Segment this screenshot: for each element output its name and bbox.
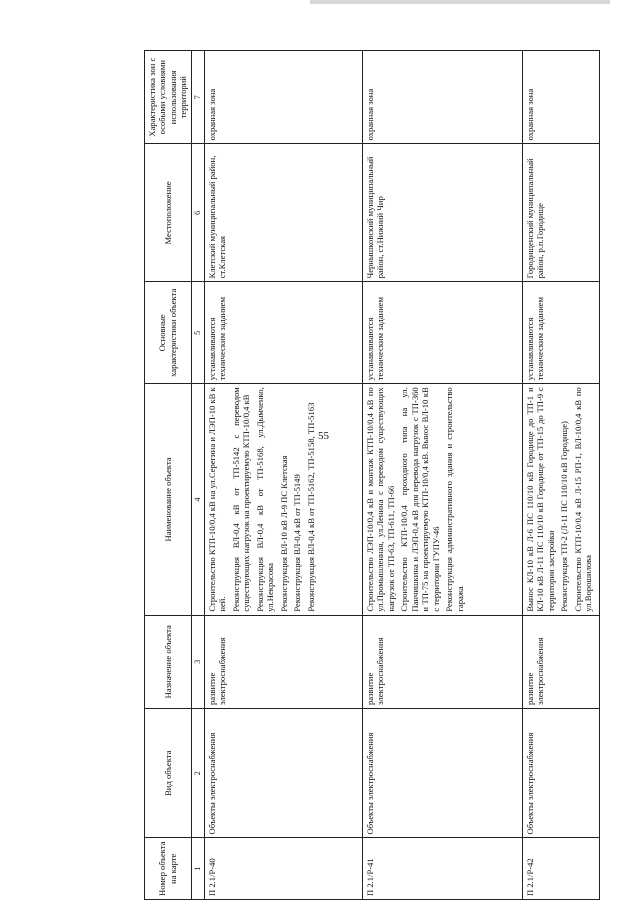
header-object-characteristics: Основные характеристики объекта	[145, 282, 192, 384]
row-names	[522, 384, 599, 615]
row-characteristics: устанавливаются техническим заданием	[362, 282, 522, 384]
row-characteristics: устанавливаются техническим заданием	[204, 282, 362, 384]
row-kind: Объекты электроснабжения	[522, 708, 599, 837]
row-characteristics: устанавливаются техническим заданием	[522, 282, 599, 384]
name-entry: Строительство КТП-10/0,4 кВ на ул.Серегина и ЛЭП-10 кВ к ней.	[206, 387, 228, 612]
name-entry: Строительство КТП-10/0,4 кВ Л-15 РП-1, ВЛ-10/0,4 кВ по ул.Ворошилова	[572, 387, 594, 612]
objects-table	[144, 50, 600, 900]
column-number: 4	[191, 384, 204, 615]
header-object-name: Наименование объекта	[145, 384, 192, 615]
name-entry: Реконструкция ВЛ-10 кВ Л-9 ПС Клетская	[278, 455, 289, 612]
row-zone: охранная зона	[522, 51, 599, 144]
row-zone: охранная зона	[362, 51, 522, 144]
header-object-number: Номер объекта на карте	[145, 838, 192, 900]
row-location: Городищенский муниципальный район, р.п.Городище	[522, 144, 599, 282]
row-purpose: развитие электроснабжения	[362, 615, 522, 708]
row-names	[362, 384, 522, 615]
header-zone-characteristics: Характеристика зон с особыми условиями использования территорий	[145, 51, 192, 144]
column-number: 6	[191, 144, 204, 282]
name-entry: Реконструкция административного здания и строительство гаража	[444, 387, 465, 612]
column-number: 7	[191, 51, 204, 144]
row-zone: охранная зона	[204, 51, 362, 144]
row-location: Чернышковский муниципальный район, ст.Нижний Чир	[362, 144, 522, 282]
header-object-purpose: Назначение объекта	[145, 615, 192, 708]
row-purpose: развитие электроснабжения	[204, 615, 362, 708]
page-number: 55	[318, 430, 329, 442]
name-entry: Реконструкция ТП-2 (Л-11 ПС 110/10 кВ Городище)	[559, 421, 570, 612]
rotated-table-frame	[144, 50, 636, 900]
table-header-row	[145, 51, 192, 900]
header-location: Местоположение	[145, 144, 192, 282]
name-entry: Вынос КЛ-10 кВ Л-6 ПС 110/10 кВ Городище до ТП-1 и КЛ-10 кВ Л-11 ПС 110/10 кВ Городище от ТП-15 до ТП-9 с территории застройки	[524, 387, 556, 612]
column-number: 3	[191, 615, 204, 708]
column-number: 2	[191, 708, 204, 837]
table-row	[522, 51, 599, 900]
row-purpose: развитие электроснабжения	[522, 615, 599, 708]
name-entry: Строительство ЛЭП-10/0,4 кВ и монтаж КТП-10/0,4 кВ по ул.Промышленная, ул.Ленина с переводом существующих нагрузок от ТП-63, ТП-611, ТП-66	[364, 387, 396, 612]
table-row	[362, 51, 522, 900]
scan-artifact	[310, 0, 610, 4]
row-names	[204, 384, 362, 615]
row-number: П 2.1/Р-42	[522, 838, 599, 900]
name-entry: Реконструкция ВЛ-0,4 кВ от ТП-5142 с переводом существующих нагрузок на проектируемую КТП-10/0,4 кВ	[230, 387, 252, 612]
row-number: П 2.1/Р-41	[362, 838, 522, 900]
row-location: Клетский муниципальный район, ст.Клетская	[204, 144, 362, 282]
row-kind: Объекты электроснабжения	[204, 708, 362, 837]
column-number: 5	[191, 282, 204, 384]
name-entry: Реконструкция ВЛ-0,4 кВ от ТП-5168, ул.Дымченко, ул.Некрасова	[254, 387, 276, 612]
header-object-kind: Вид объекта	[145, 708, 192, 837]
name-entry: Строительство КТП-10/0,4 проходного типа на ул. Панчишкина и ЛЭП-0,4 кВ для перевода нагрузок с ТП-360 и ТП-75 на проектируемую КТП-10/0,4 кВ. Вынос ВЛ-10 кВ с территории ГУПУ-46	[399, 387, 441, 612]
name-entry: Реконструкция ВЛ-0,4 кВ от ТП-5162, ТП-5158, ТП-5163	[305, 402, 316, 612]
table-row	[204, 51, 362, 900]
name-entry: Реконструкция ВЛ-0,4 кВ от ТП-5149	[292, 474, 303, 612]
column-number: 1	[191, 838, 204, 900]
row-number: П 2.1/Р-40	[204, 838, 362, 900]
column-number-row	[191, 51, 204, 900]
row-kind: Объекты электроснабжения	[362, 708, 522, 837]
